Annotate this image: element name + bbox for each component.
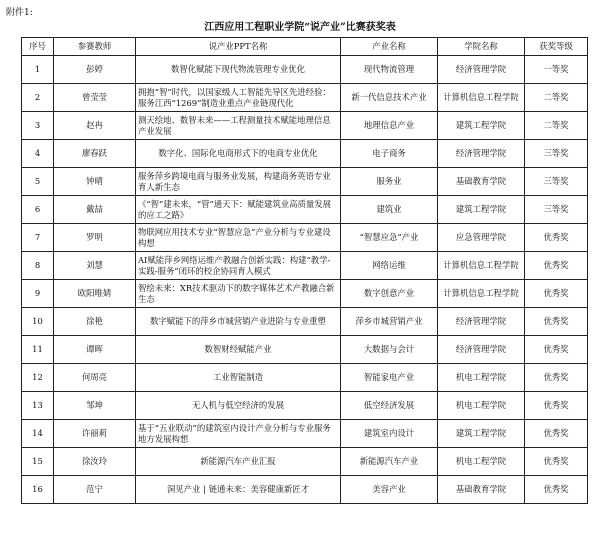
cell-index: 16 xyxy=(22,476,54,504)
cell-teacher: 戴喆 xyxy=(54,196,136,224)
header-index: 序号 xyxy=(22,38,54,56)
cell-award: 优秀奖 xyxy=(525,280,588,308)
table-body xyxy=(22,56,588,504)
cell-teacher: 廖春跃 xyxy=(54,140,136,168)
cell-award: 优秀奖 xyxy=(525,224,588,252)
cell-index: 11 xyxy=(22,336,54,364)
cell-industry: 智能家电产业 xyxy=(341,364,438,392)
cell-college: 应急管理学院 xyxy=(438,224,525,252)
cell-teacher: 钟晴 xyxy=(54,168,136,196)
cell-teacher: 曾莹莹 xyxy=(54,84,136,112)
cell-college: 机电工程学院 xyxy=(438,392,525,420)
cell-index: 10 xyxy=(22,308,54,336)
cell-ppt-name: 数智化赋能下现代物流管理专业优化 xyxy=(136,56,341,84)
table-row xyxy=(22,168,588,196)
cell-industry: “智慧应急”产业 xyxy=(341,224,438,252)
cell-industry: 建筑业 xyxy=(341,196,438,224)
table-row xyxy=(22,252,588,280)
cell-ppt-name: 智绘未来：XR技术驱动下的数字媒体艺术产教融合新生态 xyxy=(136,280,341,308)
cell-college: 建筑工程学院 xyxy=(438,420,525,448)
cell-industry: 服务业 xyxy=(341,168,438,196)
table-row xyxy=(22,224,588,252)
cell-award: 三等奖 xyxy=(525,196,588,224)
cell-index: 15 xyxy=(22,448,54,476)
cell-industry: 大数据与会计 xyxy=(341,336,438,364)
cell-ppt-name: 数字化、国际化电商形式下的电商专业优化 xyxy=(136,140,341,168)
header-teacher: 参赛教师 xyxy=(54,38,136,56)
table-row xyxy=(22,280,588,308)
table-row xyxy=(22,364,588,392)
cell-teacher: 范宁 xyxy=(54,476,136,504)
table-row xyxy=(22,420,588,448)
cell-index: 8 xyxy=(22,252,54,280)
cell-ppt-name: 拥抱“智”时代，以国家级人工智能先导区先进经验：服务江西“1269”制造业重点产业链现代化 xyxy=(136,84,341,112)
cell-index: 1 xyxy=(22,56,54,84)
cell-industry: 新一代信息技术产业 xyxy=(341,84,438,112)
cell-industry: 地理信息产业 xyxy=(341,112,438,140)
cell-award: 优秀奖 xyxy=(525,336,588,364)
table-row xyxy=(22,448,588,476)
cell-teacher: 邹坤 xyxy=(54,392,136,420)
cell-award: 三等奖 xyxy=(525,168,588,196)
cell-award: 二等奖 xyxy=(525,84,588,112)
cell-index: 2 xyxy=(22,84,54,112)
cell-award: 优秀奖 xyxy=(525,392,588,420)
cell-teacher: 刘慧 xyxy=(54,252,136,280)
table-row xyxy=(22,84,588,112)
cell-college: 基础教育学院 xyxy=(438,168,525,196)
cell-college: 基础教育学院 xyxy=(438,476,525,504)
table-row xyxy=(22,476,588,504)
cell-teacher: 徐汝玲 xyxy=(54,448,136,476)
cell-ppt-name: 洞见产业 | 链通未来：美容健康新匠才 xyxy=(136,476,341,504)
cell-college: 计算机信息工程学院 xyxy=(438,252,525,280)
cell-teacher: 谭晖 xyxy=(54,336,136,364)
cell-index: 14 xyxy=(22,420,54,448)
cell-college: 计算机信息工程学院 xyxy=(438,84,525,112)
table-row xyxy=(22,196,588,224)
cell-teacher: 徐艳 xyxy=(54,308,136,336)
cell-index: 3 xyxy=(22,112,54,140)
cell-teacher: 赵冉 xyxy=(54,112,136,140)
cell-ppt-name: AI赋能萍乡网络运维产教融合创新实践：构建“教学-实践-服务”闭环的校企协同育人模式 xyxy=(136,252,341,280)
cell-award: 优秀奖 xyxy=(525,364,588,392)
cell-industry: 新能源汽车产业 xyxy=(341,448,438,476)
header-industry: 产业名称 xyxy=(341,38,438,56)
header-ppt-name: 说产业PPT名称 xyxy=(136,38,341,56)
cell-ppt-name: 基于“五业联动”的建筑室内设计产业分析与专业服务地方发展构想 xyxy=(136,420,341,448)
cell-teacher: 何周亮 xyxy=(54,364,136,392)
cell-ppt-name: 物联网应用技术专业“智慧应急”产业分析与专业建设构想 xyxy=(136,224,341,252)
header-award: 获奖等级 xyxy=(525,38,588,56)
cell-college: 经济管理学院 xyxy=(438,140,525,168)
cell-college: 机电工程学院 xyxy=(438,364,525,392)
cell-industry: 低空经济发展 xyxy=(341,392,438,420)
cell-industry: 现代物流管理 xyxy=(341,56,438,84)
cell-index: 7 xyxy=(22,224,54,252)
cell-index: 5 xyxy=(22,168,54,196)
header-college: 学院名称 xyxy=(438,38,525,56)
cell-industry: 萍乡市城营销产业 xyxy=(341,308,438,336)
cell-college: 建筑工程学院 xyxy=(438,112,525,140)
cell-teacher: 欧阳唯婧 xyxy=(54,280,136,308)
table-row xyxy=(22,56,588,84)
attachment-label: 附件1: xyxy=(6,8,33,18)
page-title: 江西应用工程职业学院“说产业”比赛获奖表 xyxy=(204,22,396,33)
cell-college: 计算机信息工程学院 xyxy=(438,280,525,308)
cell-award: 优秀奖 xyxy=(525,476,588,504)
cell-ppt-name: 数字赋能下的萍乡市城营销产业进阶与专业重塑 xyxy=(136,308,341,336)
cell-industry: 网络运维 xyxy=(341,252,438,280)
cell-index: 9 xyxy=(22,280,54,308)
cell-ppt-name: 工业智能制造 xyxy=(136,364,341,392)
cell-college: 经济管理学院 xyxy=(438,308,525,336)
cell-teacher: 罗明 xyxy=(54,224,136,252)
cell-ppt-name: 新能源汽车产业汇报 xyxy=(136,448,341,476)
table-row xyxy=(22,336,588,364)
cell-index: 4 xyxy=(22,140,54,168)
table-header-row xyxy=(22,38,588,56)
cell-award: 优秀奖 xyxy=(525,420,588,448)
cell-teacher: 许丽莉 xyxy=(54,420,136,448)
cell-college: 建筑工程学院 xyxy=(438,196,525,224)
cell-teacher: 彭婷 xyxy=(54,56,136,84)
cell-ppt-name: 服务萍乡跨境电商与服务业发展，构建商务英语专业育人新生态 xyxy=(136,168,341,196)
cell-industry: 建筑室内设计 xyxy=(341,420,438,448)
cell-college: 经济管理学院 xyxy=(438,56,525,84)
cell-award: 一等奖 xyxy=(525,56,588,84)
award-table xyxy=(21,37,588,504)
table-row xyxy=(22,392,588,420)
cell-ppt-name: 数智财经赋能产业 xyxy=(136,336,341,364)
cell-award: 优秀奖 xyxy=(525,308,588,336)
cell-college: 机电工程学院 xyxy=(438,448,525,476)
cell-ppt-name: 测天绘地、数智未来——工程测量技术赋能地理信息产业发展 xyxy=(136,112,341,140)
cell-index: 13 xyxy=(22,392,54,420)
cell-award: 二等奖 xyxy=(525,112,588,140)
cell-industry: 数字创意产业 xyxy=(341,280,438,308)
cell-college: 经济管理学院 xyxy=(438,336,525,364)
cell-industry: 美容产业 xyxy=(341,476,438,504)
cell-award: 三等奖 xyxy=(525,140,588,168)
cell-award: 优秀奖 xyxy=(525,252,588,280)
cell-index: 12 xyxy=(22,364,54,392)
cell-award: 优秀奖 xyxy=(525,448,588,476)
table-row xyxy=(22,112,588,140)
cell-index: 6 xyxy=(22,196,54,224)
table-row xyxy=(22,308,588,336)
cell-industry: 电子商务 xyxy=(341,140,438,168)
table-row xyxy=(22,140,588,168)
cell-ppt-name: 《“智”建未来，“管”通天下：赋能建筑业高质量发展的应工之路》 xyxy=(136,196,341,224)
cell-ppt-name: 无人机与低空经济的发展 xyxy=(136,392,341,420)
